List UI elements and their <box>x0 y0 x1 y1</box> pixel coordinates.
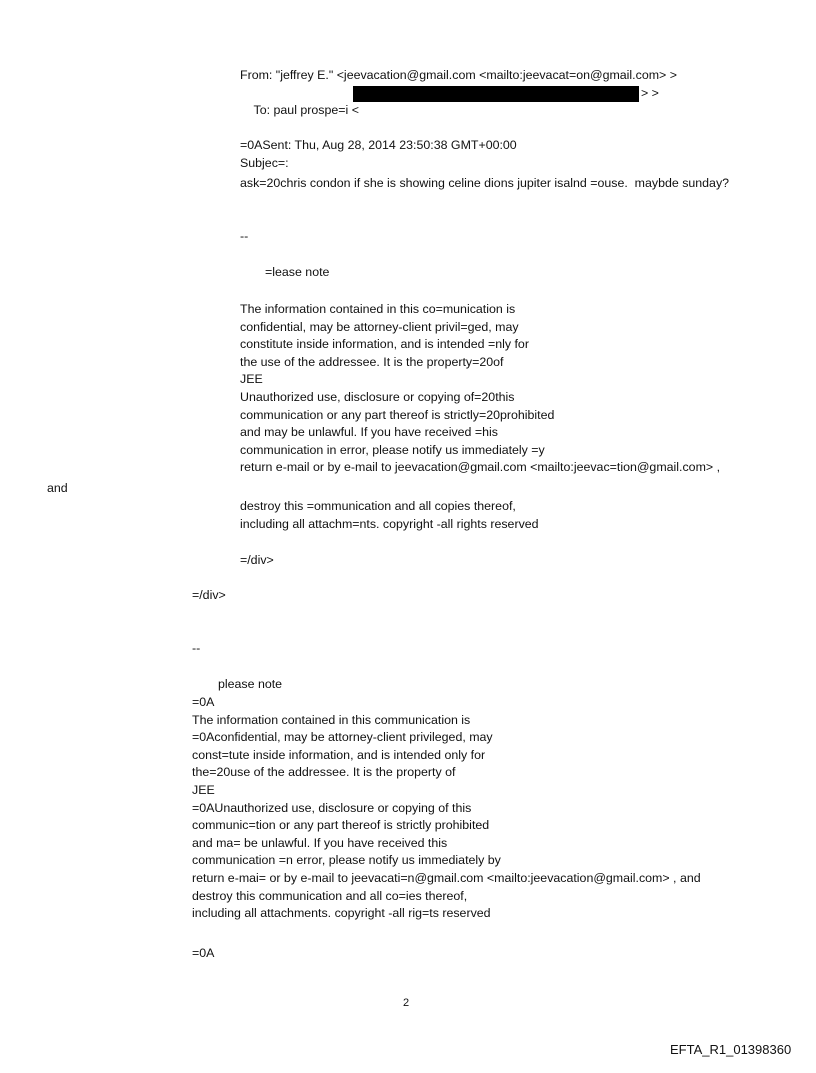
notice-line: return e-mail or by e-mail to jeevacation@gmail.com <mailto:jeevac=tion@gmail.com> , <box>240 460 721 475</box>
notice-line: destroy this communication and all co=ies thereof, <box>192 888 468 903</box>
outer-div-close: =/div> <box>192 588 226 602</box>
to-line <box>240 85 677 138</box>
notice-line: =0Aconfidential, may be attorney-client privileged, may <box>192 730 493 745</box>
notice-line: destroy this =ommunication and all copies thereof, <box>240 499 516 513</box>
notice-1-body-end <box>240 498 539 533</box>
notice-1-body <box>240 301 720 477</box>
notice-line: and ma= be unlawful. If you have received this <box>192 835 448 850</box>
notice-2-body <box>192 694 701 923</box>
notice-line: including all attachm=nts. copyright -all rights reserved <box>240 516 539 531</box>
notice-line: Unauthorized use, disclosure or copying of=20this <box>240 389 515 404</box>
notice-line: return e-mai= or by e-mail to jeevacati=n@gmail.com <mailto:jeevacation@gmail.com> , and <box>192 870 701 885</box>
from-line: From: "jeffrey E." <jeevacation@gmail.com <mailto:jeevacat=on@gmail.com> > <box>240 68 677 82</box>
notice-1-overflow: and <box>47 481 68 495</box>
redaction-bar <box>353 86 639 102</box>
signature-separator-2: -- <box>192 641 201 655</box>
to-prefix: To: paul prospe=i < <box>253 103 359 118</box>
document-id: EFTA_R1_01398360 <box>670 1042 792 1057</box>
notice-line: The information contained in this co=munication is <box>240 302 516 316</box>
notice-line: =0AUnauthorized use, disclosure or copying of this <box>192 800 472 815</box>
notice-line: JEE <box>192 782 215 797</box>
notice-line: and may be unlawful. If you have received =his <box>240 425 498 440</box>
subject-line: Subjec=: <box>240 155 289 170</box>
page-number: 2 <box>403 997 410 1009</box>
notice-line: The information contained in this communication is <box>192 712 471 727</box>
notice-line: the=20use of the addressee. It is the property of <box>192 765 456 780</box>
notice-line: the use of the addressee. It is the property=20of <box>240 354 504 369</box>
to-suffix: > > <box>641 85 659 100</box>
notice-line: confidential, may be attorney-client privil=ged, may <box>240 319 519 334</box>
notice-1-please-note: =lease note <box>265 265 330 279</box>
body-message: ask=20chris condon if she is showing celine dions jupiter isalnd =ouse. maybde sunday? <box>240 176 730 190</box>
notice-2-trailing: =0A <box>192 946 215 960</box>
notice-2-please-note: please note <box>218 677 283 691</box>
signature-separator: -- <box>240 229 249 243</box>
sent-line: =0ASent: Thu, Aug 28, 2014 23:50:38 GMT+00:00 <box>240 138 517 153</box>
notice-line: constitute inside information, and is intended =nly for <box>240 337 529 352</box>
notice-line: including all attachments. copyright -all rig=ts reserved <box>192 906 491 921</box>
notice-line: const=tute inside information, and is intended only for <box>192 747 486 762</box>
notice-1-div-close: =/div> <box>240 553 274 567</box>
email-header <box>240 67 677 173</box>
notice-line: communication in error, please notify us immediately =y <box>240 442 545 457</box>
email-body <box>240 175 729 193</box>
notice-line: communication =n error, please notify us immediately by <box>192 853 501 868</box>
notice-line: communication or any part thereof is strictly=20prohibited <box>240 407 555 422</box>
notice-line: JEE <box>240 372 263 387</box>
notice-line: communic=tion or any part thereof is strictly prohibited <box>192 818 490 833</box>
notice-line: =0A <box>192 695 215 709</box>
